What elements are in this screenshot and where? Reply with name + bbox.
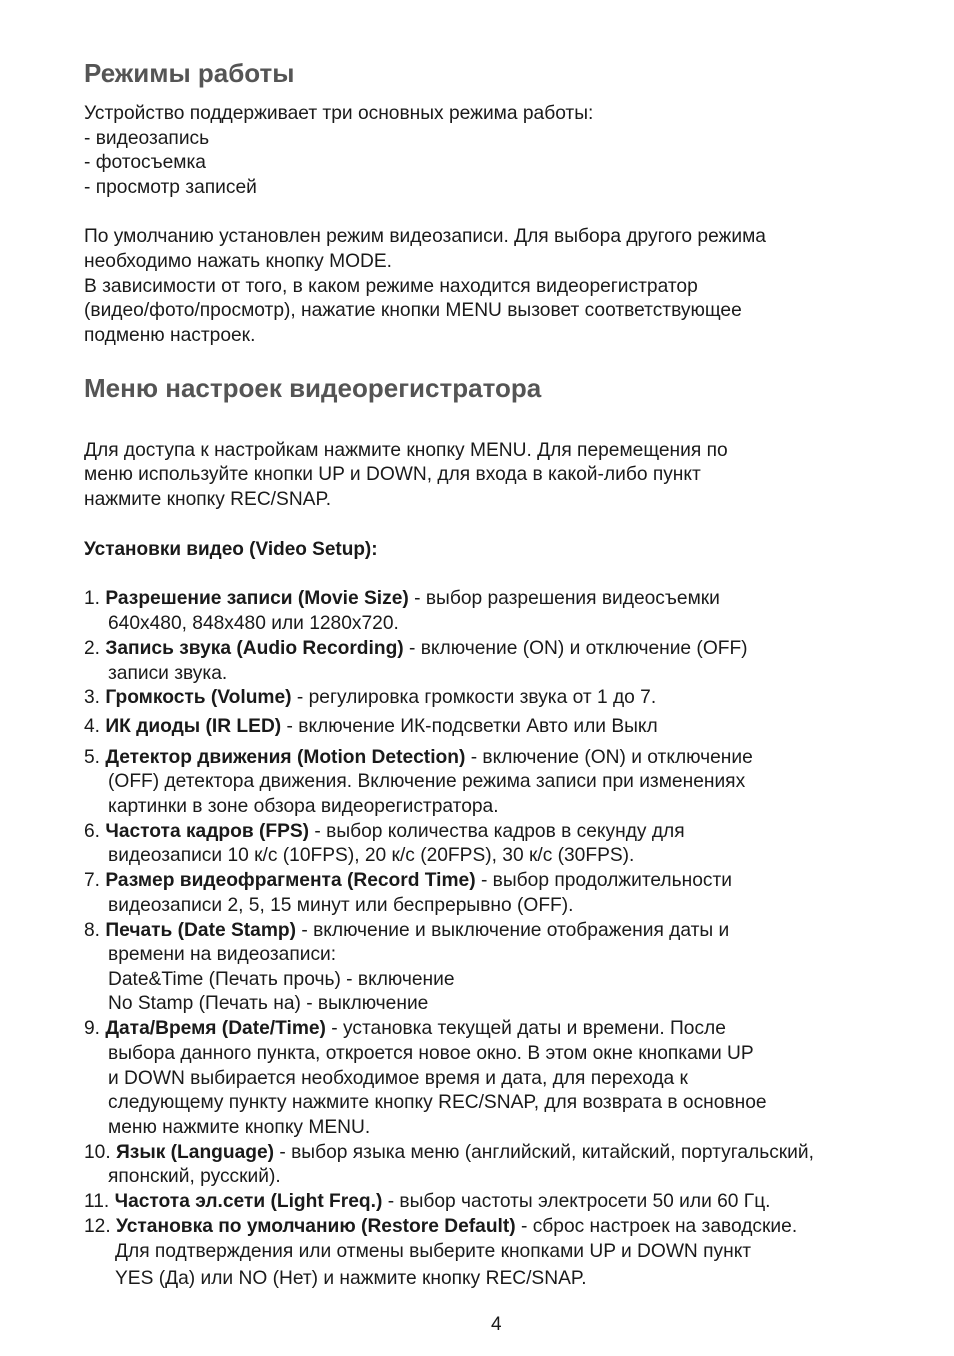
line-text: (OFF) детектора движения. Включение режима записи при изменениях [108,771,746,792]
setting-name: Установка по умолчанию (Restore Default) [116,1216,516,1237]
text-line [84,128,209,150]
line-text: японский, русский). [108,1166,281,1187]
text-line [84,103,593,125]
line-text: - выбор продолжительности [475,870,732,891]
list-item [84,588,720,610]
list-item [84,638,748,660]
list-item [84,716,658,738]
line-text: - фотосъемка [84,152,206,173]
line-text: - включение (ON) и отключение (OFF) [403,638,748,659]
line-text: нажмите кнопку REC/SNAP. [84,489,332,510]
text-line [108,663,227,685]
line-text: - установка текущей даты и времени. После [325,1018,726,1039]
text-line [84,300,742,322]
line-text: (видео/фото/просмотр), нажатие кнопки MENU вызовет соответствующее [84,300,742,321]
section-heading-modes: Режимы работы [84,58,295,88]
list-item [84,747,753,769]
line-text: необходимо нажать кнопку MODE. [84,251,392,272]
text-line [84,440,728,462]
line-text: видеозаписи 10 к/с (10FPS), 20 к/с (20FPS), 30 к/с (30FPS). [108,845,635,866]
line-text: меню используйте кнопки UP и DOWN, для входа в какой-либо пункт [84,464,701,485]
line-text: записи звука. [108,663,228,684]
list-item-number: 10. [84,1142,117,1163]
list-item [84,1018,726,1040]
list-item [84,821,685,843]
line-text: и DOWN выбирается необходимое время и дата, для перехода к [108,1068,688,1089]
setting-name: Громкость (Volume) [105,687,292,708]
line-text: No Stamp (Печать на) - выключение [108,993,429,1014]
line-text: времени на видеозаписи: [108,944,337,965]
setting-name: Запись звука (Audio Recording) [105,638,404,659]
text-line [108,1092,767,1114]
line-text: Для доступа к настройкам нажмите кнопку MENU. Для перемещения по [84,440,728,461]
text-line [108,1068,688,1090]
line-text: По умолчанию установлен режим видеозаписи. Для выбора другого режима [84,226,766,247]
line-text: - включение ИК-подсветки Авто или Выкл [281,716,658,737]
text-line [115,1268,587,1290]
list-item-number: 7. [84,870,106,891]
list-item [84,687,656,709]
line-text: - выбор частоты электросети 50 или 60 Гц. [382,1191,771,1212]
text-line [84,276,698,298]
text-line [84,464,701,486]
setting-name: Печать (Date Stamp) [105,920,297,941]
text-line [84,226,766,248]
line-text: - просмотр записей [84,177,257,198]
line-text: меню нажмите кнопку MENU. [108,1117,371,1138]
line-text: - включение и выключение отображения даты и [296,920,730,941]
text-line [108,1043,754,1065]
line-text: 640x480, 848x480 или 1280x720. [108,613,399,634]
line-text: следующему пункту нажмите кнопку REC/SNAP, для возврата в основное [108,1092,767,1113]
text-line [108,771,745,793]
setting-name: Частота эл.сети (Light Freq.) [114,1191,383,1212]
list-item-number: 12. [84,1216,117,1237]
line-text: - видеозапись [84,128,210,149]
list-item-number: 2. [84,638,106,659]
line-text: Для подтверждения или отмены выберите кнопками UP и DOWN пункт [115,1241,752,1262]
list-item-number: 4. [84,716,106,737]
setting-name: Язык (Language) [116,1142,275,1163]
text-line [108,1166,281,1188]
setting-name: Частота кадров (FPS) [105,821,310,842]
list-item-number: 6. [84,821,106,842]
text-line [108,796,499,818]
setting-name: ИК диоды (IR LED) [105,716,282,737]
text-line [108,944,336,966]
text-line [108,613,399,635]
text-line [84,489,331,511]
line-text: подменю настроек. [84,325,256,346]
setting-name: Размер видеофрагмента (Record Time) [105,870,476,891]
setting-name: Детектор движения (Motion Detection) [105,747,466,768]
list-item-number: 9. [84,1018,106,1039]
page-number: 4 [491,1314,502,1335]
text-line [108,969,455,991]
text-line [84,325,255,347]
line-text: YES (Да) или NO (Нет) и нажмите кнопку REC/SNAP. [115,1268,587,1289]
list-item [84,1216,797,1238]
line-text: видеозаписи 2, 5, 15 минут или беспрерывно (OFF). [108,895,574,916]
setting-name: Дата/Время (Date/Time) [105,1018,326,1039]
text-line [108,895,573,917]
text-line [108,993,428,1015]
line-text: В зависимости от того, в каком режиме находится видеорегистратор [84,276,698,297]
line-text: - выбор количества кадров в секунду для [309,821,685,842]
line-text: картинки в зоне обзора видеорегистратора. [108,796,499,817]
subheading-video-setup: Установки видео (Video Setup): [84,539,378,560]
line-text: - выбор разрешения видеосъемки [408,588,720,609]
text-line [84,152,206,174]
text-line [108,845,634,867]
line-text: - выбор языка меню (английский, китайский, португальский, [274,1142,814,1163]
text-line [115,1241,751,1263]
list-item-number: 3. [84,687,106,708]
setting-name: Разрешение записи (Movie Size) [105,588,409,609]
text-line [84,177,257,199]
text-line [84,251,392,273]
list-item [84,870,732,892]
line-text: - регулировка громкости звука от 1 до 7. [291,687,657,708]
list-item [84,920,729,942]
list-item-number: 11. [84,1191,115,1212]
line-text: Устройство поддерживает три основных режима работы: [84,103,594,124]
line-text: Date&Time (Печать прочь) - включение [108,969,455,990]
line-text: - включение (ON) и отключение [465,747,753,768]
list-item-number: 1. [84,588,106,609]
text-line [108,1117,370,1139]
line-text: - сброс настроек на заводские. [515,1216,798,1237]
section-heading-settings-menu: Меню настроек видеорегистратора [84,373,542,403]
list-item [84,1142,814,1164]
list-item-number: 5. [84,747,106,768]
list-item-number: 8. [84,920,106,941]
line-text: выбора данного пункта, откроется новое окно. В этом окне кнопками UP [108,1043,754,1064]
list-item [84,1191,771,1213]
